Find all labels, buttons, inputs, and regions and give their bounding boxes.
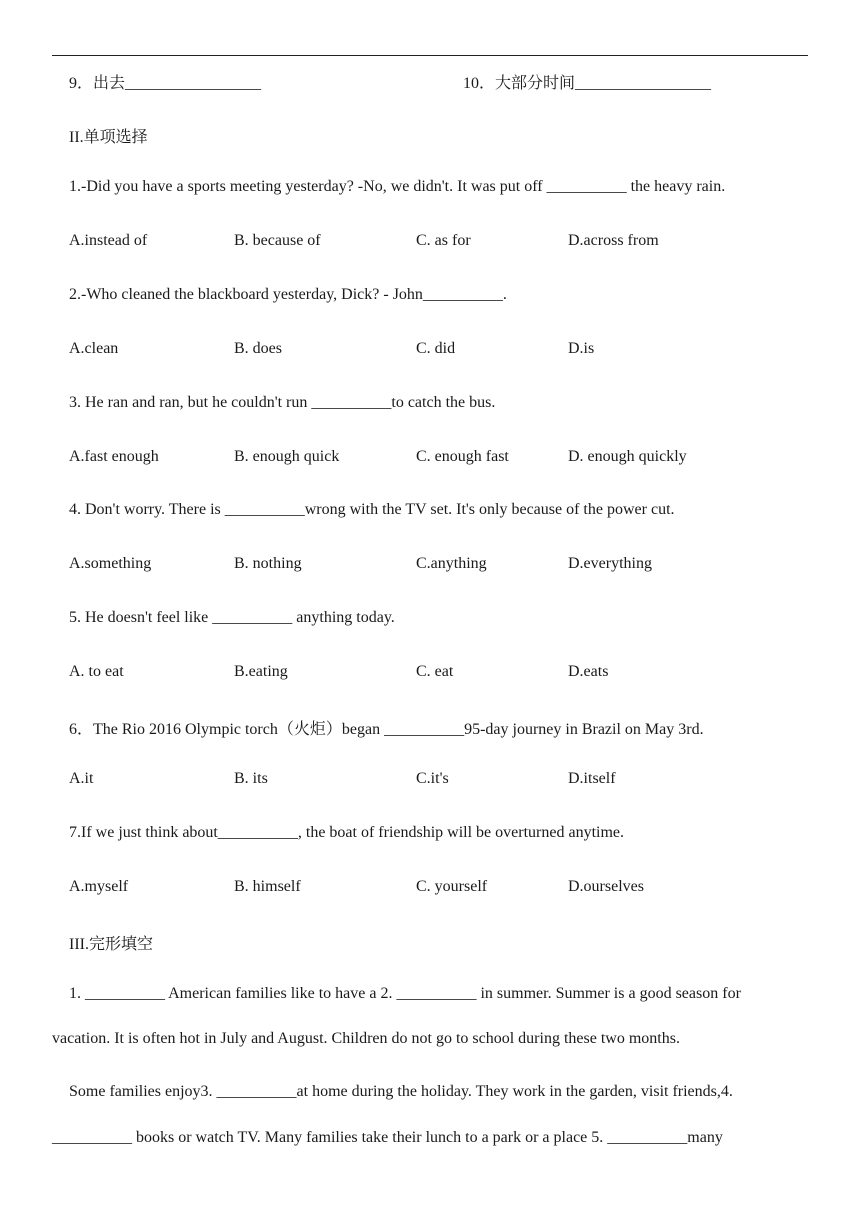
q5-option-a: A. to eat bbox=[69, 663, 124, 680]
q5-option-d: D.eats bbox=[568, 663, 609, 680]
q2-option-b: B. does bbox=[234, 340, 282, 357]
top-rule bbox=[52, 55, 808, 56]
vocab-item-9: 9．出去_________________ bbox=[69, 75, 262, 92]
question-4: 4. Don't worry. There is __________wrong with the TV set. It's only because of the power cut. bbox=[69, 501, 675, 518]
cloze-line-3: Some families enjoy3. __________at home during the holiday. They work in the garden, visit friends,4. bbox=[69, 1083, 733, 1100]
question-2: 2.-Who cleaned the blackboard yesterday, Dick? - John__________. bbox=[69, 286, 507, 303]
question-7: 7.If we just think about__________, the boat of friendship will be overturned anytime. bbox=[69, 824, 624, 841]
q7-option-d: D.ourselves bbox=[568, 878, 644, 895]
q2-option-c: C. did bbox=[416, 340, 456, 357]
question-5: 5. He doesn't feel like __________ anything today. bbox=[69, 609, 395, 626]
q7-option-a: A.myself bbox=[69, 878, 129, 895]
q5-option-b: B.eating bbox=[234, 663, 288, 680]
q3-option-c: C. enough fast bbox=[416, 448, 509, 465]
cloze-line-4: __________ books or watch TV. Many families take their lunch to a park or a place 5. __________many bbox=[52, 1129, 723, 1146]
q1-option-d: D.across from bbox=[568, 232, 659, 249]
q2-option-d: D.is bbox=[568, 340, 595, 357]
q1-option-b: B. because of bbox=[234, 232, 321, 249]
q1-option-c: C. as for bbox=[416, 232, 471, 249]
question-6: 6．The Rio 2016 Olympic torch（火炬）began __________95-day journey in Brazil on May 3rd. bbox=[69, 721, 704, 738]
q4-option-c: C.anything bbox=[416, 555, 487, 572]
cloze-line-1: 1. __________ American families like to have a 2. __________ in summer. Summer is a good season for bbox=[69, 985, 741, 1002]
q3-option-d: D. enough quickly bbox=[568, 448, 687, 465]
q4-option-a: A.something bbox=[69, 555, 152, 572]
vocab-item-10: 10．大部分时间_________________ bbox=[463, 75, 712, 92]
section-2-heading: II.单项选择 bbox=[69, 129, 148, 146]
section-3-heading: III.完形填空 bbox=[69, 936, 153, 953]
q4-option-b: B. nothing bbox=[234, 555, 302, 572]
q4-option-d: D.everything bbox=[568, 555, 652, 572]
q6-option-d: D.itself bbox=[568, 770, 616, 787]
question-3: 3. He ran and ran, but he couldn't run __________to catch the bus. bbox=[69, 394, 496, 411]
q6-option-a: A.it bbox=[69, 770, 94, 787]
q6-option-c: C.it's bbox=[416, 770, 449, 787]
q2-option-a: A.clean bbox=[69, 340, 119, 357]
q7-option-c: C. yourself bbox=[416, 878, 488, 895]
cloze-line-2: vacation. It is often hot in July and August. Children do not go to school during these two months. bbox=[52, 1030, 680, 1047]
q6-option-b: B. its bbox=[234, 770, 268, 787]
q5-option-c: C. eat bbox=[416, 663, 454, 680]
q3-option-b: B. enough quick bbox=[234, 448, 340, 465]
q1-option-a: A.instead of bbox=[69, 232, 148, 249]
q7-option-b: B. himself bbox=[234, 878, 301, 895]
q3-option-a: A.fast enough bbox=[69, 448, 159, 465]
question-1: 1.-Did you have a sports meeting yesterday? -No, we didn't. It was put off __________ the heavy rain. bbox=[69, 178, 726, 195]
